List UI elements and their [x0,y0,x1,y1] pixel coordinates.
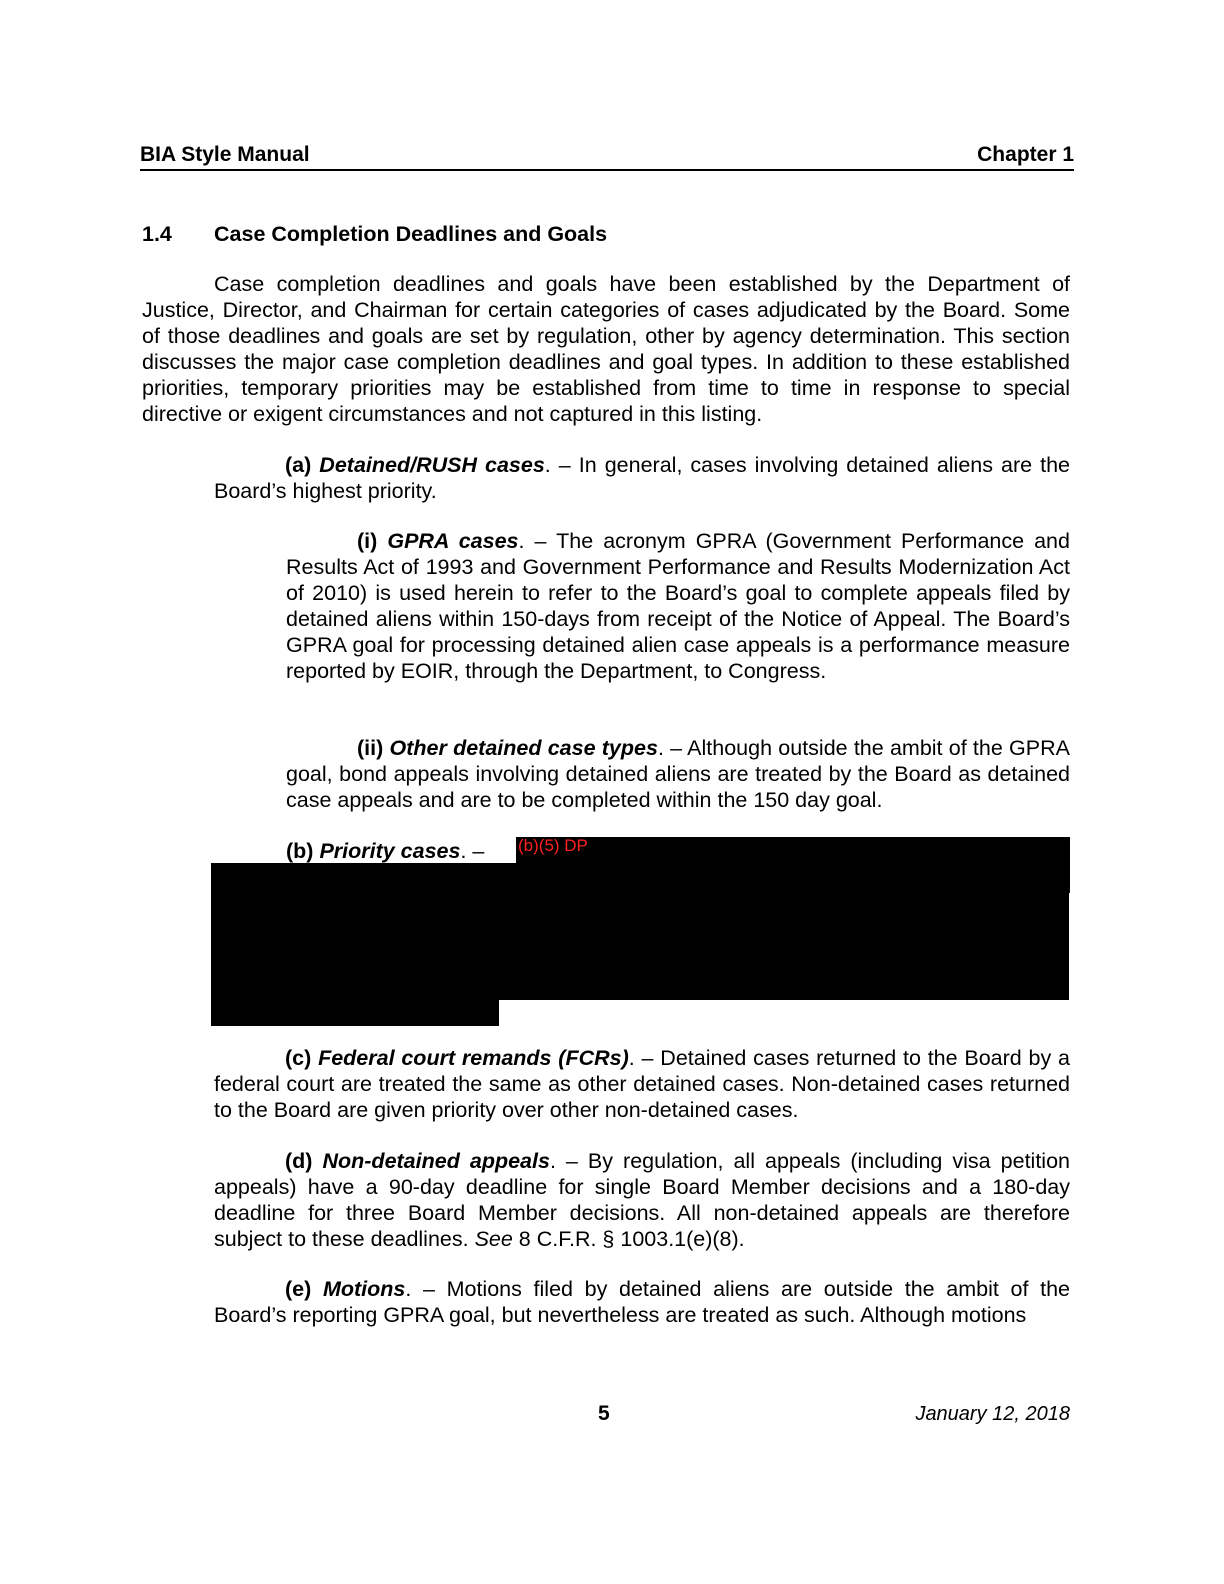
item-label: (i) [357,529,388,553]
paragraph-ii [286,735,1070,813]
item-label: (c) [285,1046,319,1070]
item-text: . – Motions filed by detained aliens are outside the ambit of the Board’s reporting GPRA goal, but nevertheless are treated as such. Although motions [214,1277,1070,1327]
see-signal: See [474,1227,513,1251]
paragraph-b [286,838,484,864]
redaction-block [211,995,499,1026]
item-title: Federal court remands (FCRs) [318,1046,629,1070]
paragraph-d [214,1148,1070,1252]
item-text: . – By regulation, all appeals (including visa petition appeals) have a 90-day deadline for single Board Member decisions and a 180-day deadline for three Board Member decisions. All non-detained appeals are therefore subject to these deadlines. [214,1149,1070,1251]
item-title: Other detained case types [389,736,658,760]
item-title: Detained/RUSH cases [319,453,545,477]
item-text: . – The acronym GPRA (Government Performance and Results Act of 1993 and Government Performance and Results Modernization Act of 2010) is used herein to refer to the Board’s goal to complete appeals filed by detained aliens within 150-days from receipt of the Notice of Appeal. The Board’s GPRA goal for processing detained alien case appeals is a performance measure reported by EOIR, through the Department, to Congress. [286,529,1070,683]
footer-date: January 12, 2018 [915,1403,1070,1425]
item-label: (b) [286,839,320,863]
item-text: . – In general, cases involving detained aliens are the Board’s highest priority. [214,453,1070,503]
item-label: (e) [285,1277,323,1301]
running-header [140,142,1074,168]
item-title: Priority cases [319,839,461,863]
citation: 8 C.F.R. § 1003.1(e)(8). [512,1227,745,1251]
redaction-block [211,863,1070,893]
redaction-code: (b)(5) DP [518,836,588,855]
page-number: 5 [598,1402,610,1425]
header-title: BIA Style Manual [140,143,310,166]
item-text: . – Detained cases returned to the Board by a federal court are treated the same as other detained cases. Non-detained cases returned to the Board are given priority over other non-detained cases. [214,1046,1071,1122]
paragraph-e [214,1276,1070,1328]
item-label: (a) [285,453,320,477]
item-label: (ii) [357,736,390,760]
header-chapter: Chapter 1 [977,143,1074,166]
item-text: . – Although outside the ambit of the GPRA goal, bond appeals involving detained aliens are treated by the Board as detained case appeals and are to be completed within the 150 day goal. [286,736,1070,812]
paragraph-c [214,1045,1070,1123]
section-number: 1.4 [142,222,172,246]
redaction-block [211,890,1069,1000]
item-title: Motions [322,1277,406,1301]
item-label: (d) [285,1149,323,1173]
item-title: GPRA cases [387,529,519,553]
item-text: . – [460,839,485,863]
header-rule [140,169,1074,171]
section-heading [142,221,607,247]
paragraph-a [214,452,1070,504]
intro-paragraph: Case completion deadlines and goals have been established by the Department of Justice, Director, and Chairman for certain categories of cases adjudicated by the Board. Some of those deadlines and goals are set by regulation, other by agency determination. This section discusses the major case completion deadlines and goal types. In addition to these established priorities, temporary priorities may be established from time to time in response to special directive or exigent circumstances and not captured in this listing. [142,272,1070,426]
item-title: Non-detained appeals [322,1149,550,1173]
paragraph-i [286,528,1070,684]
section-title: Case Completion Deadlines and Goals [214,222,608,246]
